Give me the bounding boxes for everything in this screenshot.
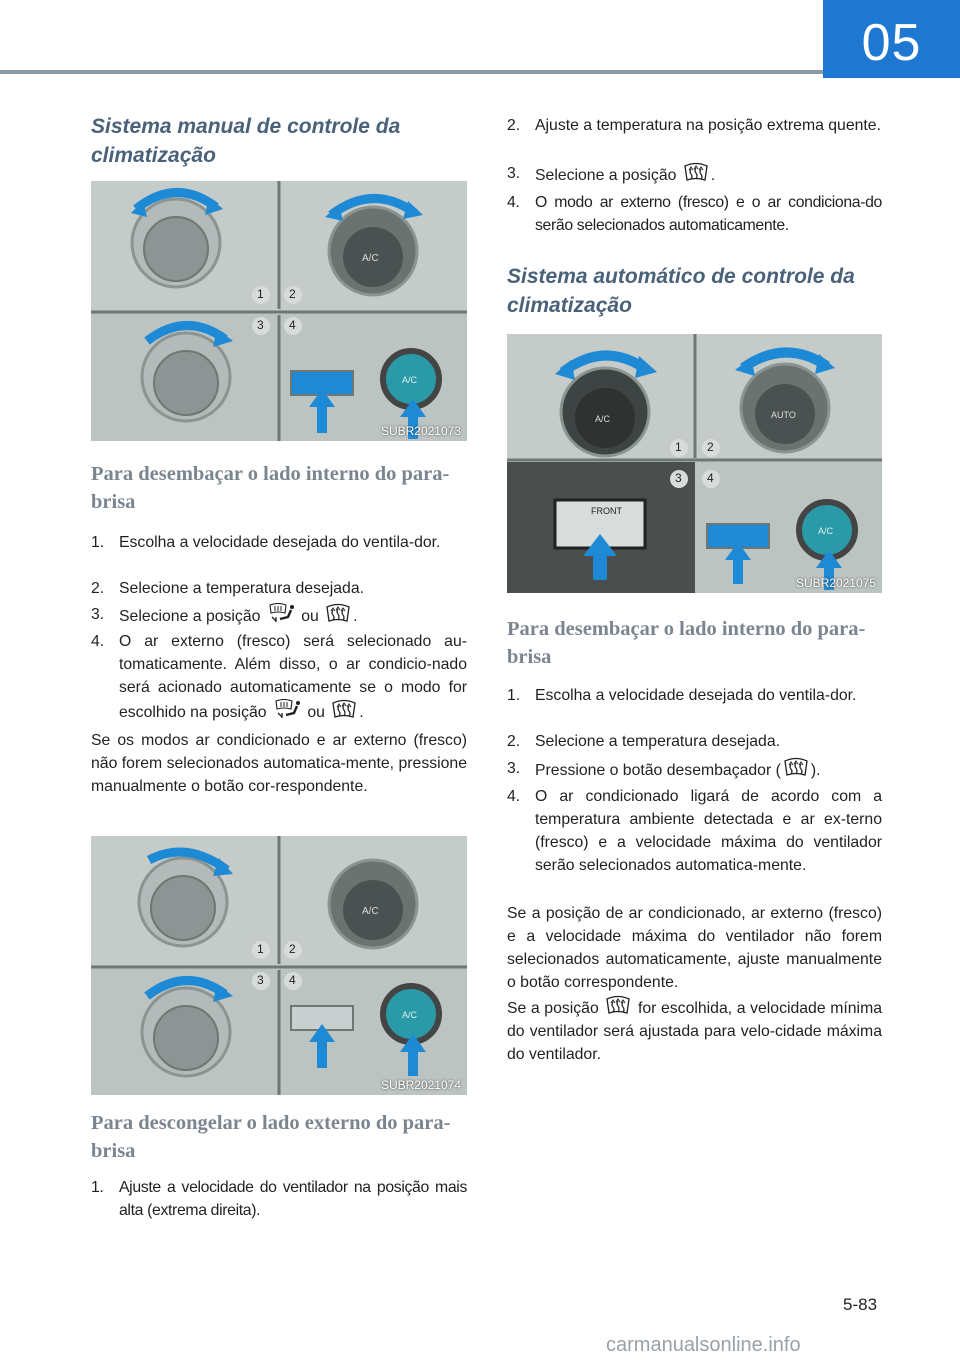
- defrost-icon: [324, 603, 352, 625]
- paragraph: Se os modos ar condicionado e ar externo (fresco) não forem selecionados automatica-mente, pressione manualmente o botão cor-respondente.: [91, 732, 467, 795]
- list-item: 2. Selecione a temperatura desejada.: [91, 580, 365, 597]
- figure-label-2: 2: [707, 440, 714, 454]
- figure-label-4: 4: [289, 318, 296, 332]
- list-item: 3. Pressione o botão desembaçador ( ).: [507, 757, 882, 782]
- figure-manual-controls: [91, 181, 467, 441]
- list-item: 1. Escolha a velocidade desejada do ventila-dor.: [507, 687, 857, 704]
- figure-code: SUBR2021075: [795, 576, 876, 590]
- svg-text:AUTO: AUTO: [771, 410, 796, 420]
- svg-text:A/C: A/C: [362, 906, 379, 917]
- subheading-defog-manual: Para desembaçar o lado interno do para-brisa: [91, 463, 450, 513]
- paragraph: Se a posição de ar condicionado, ar externo (fresco) e a velocidade máxima do ventilador não forem selecionados automaticamente, ajuste manualmente o botão correspondente.: [507, 905, 882, 991]
- figure-label-1: 1: [257, 942, 264, 956]
- defrost-icon: [782, 757, 810, 779]
- figure-label-3: 3: [675, 471, 682, 485]
- figure-label-2: 2: [289, 287, 296, 301]
- figure-label-1: 1: [675, 440, 682, 454]
- list-item: 1. Ajuste a velocidade do ventilador na posição mais alta (extrema direita).: [91, 1179, 467, 1219]
- list-item: 3. Selecione a posição ou .: [91, 603, 467, 628]
- svg-text:A/C: A/C: [402, 375, 418, 385]
- page-number: 5-83: [843, 1295, 878, 1314]
- list-item: 2. Selecione a temperatura desejada.: [507, 733, 781, 750]
- figure-label-2: 2: [289, 942, 296, 956]
- floor-defrost-icon: [266, 603, 296, 625]
- defrost-icon: [604, 995, 632, 1017]
- figure-automatic-controls: [507, 334, 882, 593]
- figure-label-1: 1: [257, 287, 264, 301]
- list-item: 4. O ar condicionado ligará de acordo com a temperatura ambiente detectada e ar ex-terno (fresco) e a velocidade máxima do ventilador serão selecionados automatica-mente.: [507, 788, 882, 874]
- figure-code: SUBR2021074: [380, 1078, 461, 1092]
- list-item: 4. O ar externo (fresco) será selecionado au-tomaticamente. Além disso, o ar condicio-nado será acionado automaticamente se o modo for escolhido na posição ou .: [91, 633, 467, 721]
- svg-text:FRONT: FRONT: [591, 506, 622, 516]
- section-title-automatic: Sistema automático de controle da climatização: [507, 265, 855, 317]
- figure-code: SUBR2021073: [380, 424, 461, 438]
- svg-text:A/C: A/C: [818, 526, 834, 536]
- list-item: 1. Escolha a velocidade desejada do ventila-dor.: [91, 534, 441, 551]
- svg-text:A/C: A/C: [595, 414, 611, 424]
- defrost-icon: [330, 699, 358, 721]
- defrost-icon: [682, 162, 710, 184]
- svg-text:A/C: A/C: [362, 253, 379, 264]
- section-title-manual: Sistema manual de controle da climatização: [91, 115, 401, 167]
- subheading-defog-automatic: Para desembaçar o lado interno do para-brisa: [507, 618, 866, 668]
- paragraph: Se a posição for escolhida, a velocidade mínima do ventilador será ajustada para velo-cidade máxima do ventilador.: [507, 995, 882, 1066]
- figure-label-3: 3: [257, 973, 264, 987]
- subheading-defrost-manual: Para descongelar o lado externo do para-brisa: [91, 1112, 451, 1162]
- figure-label-4: 4: [289, 973, 296, 987]
- watermark: carmanualsonline.info: [606, 1334, 801, 1356]
- header-rule: [0, 70, 823, 74]
- figure-label-4: 4: [707, 471, 714, 485]
- chapter-tab: 05: [823, 0, 960, 78]
- list-item: 2. Ajuste a temperatura na posição extrema quente.: [507, 117, 881, 134]
- list-item: 3. Selecione a posição .: [507, 162, 882, 187]
- list-item: 4. O modo ar externo (fresco) e o ar condiciona-do serão selecionados automaticamente.: [507, 194, 882, 234]
- floor-defrost-icon: [272, 699, 302, 721]
- svg-text:A/C: A/C: [402, 1010, 418, 1020]
- figure-manual-controls-2: [91, 836, 467, 1095]
- figure-label-3: 3: [257, 318, 264, 332]
